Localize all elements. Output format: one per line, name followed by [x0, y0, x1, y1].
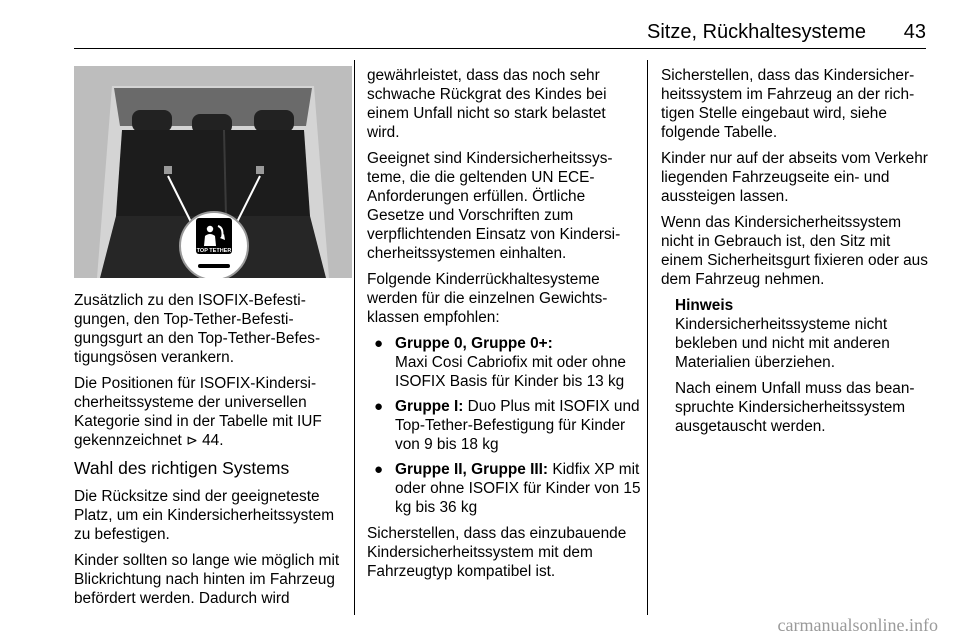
- paragraph: Die Positionen für ISOFIX-Kindersicherheitssysteme der universellen Kategorie sind in der Tabelle mit IUF gekennzeichnet ⊳ 44.: [74, 375, 322, 449]
- paragraph: Die Rücksitze sind der geeigneteste Platz, um ein Kindersicherheitssystem zu befestigen.: [74, 488, 335, 543]
- column-1: [74, 66, 352, 615]
- paragraph: Sicherstellen, dass das einzubauende Kindersicherheitssystem mit dem Fahrzeugtyp kompatibel ist.: [367, 525, 627, 580]
- bullet-icon: ●: [374, 461, 384, 478]
- paragraph: Nach einem Unfall muss das beanspruchte Kindersicherheitssystem ausgetauscht werden.: [675, 380, 915, 435]
- column-divider: [354, 60, 355, 615]
- paragraph: Geeignet sind Kindersicherheitssysteme, die die geltenden UN ECE-Anforderungen erfüllen. Örtliche Gesetze und Vorschriften zum verpflichtenden Einsatz von Kindersicherheitssystemen einhalten.: [367, 150, 621, 262]
- section-heading: Wahl des richtigen Systems: [74, 458, 290, 478]
- paragraph: Sicherstellen, dass das Kindersicherheitssystem im Fahrzeug an der richtigen Stelle eingebaut wird, siehe folgende Tabelle.: [661, 67, 915, 141]
- paragraph: Kindersicherheitssysteme nicht bekleben und nicht mit anderen Materialien überziehen.: [675, 316, 890, 371]
- reference-arrow-icon: ⊳: [186, 432, 198, 448]
- list-item: ● Gruppe I: Duo Plus mit ISOFIX und Top-Tether-Befestigung für Kinder von 9 bis 18 kg: [374, 398, 640, 453]
- paragraph: gewährleistet, dass das noch sehr schwache Rückgrat des Kindes bei einem Unfall nicht so stark belastet wird.: [367, 67, 607, 141]
- badge-text: TOP TETHER: [196, 248, 232, 254]
- page-number: 43: [903, 21, 926, 43]
- page-title: Sitze, Rückhaltesysteme: [647, 21, 866, 43]
- note-heading: Hinweis: [675, 297, 734, 314]
- paragraph: Kinder nur auf der abseits vom Verkehr liegenden Fahrzeugseite ein- und aussteigen lassen.: [661, 150, 928, 205]
- paragraph: Kinder sollten so lange wie möglich mit Blickrichtung nach hinten im Fahrzeug befördert werden. Dadurch wird: [74, 552, 340, 607]
- paragraph: Wenn das Kindersicherheitssystem nicht in Gebrauch ist, den Sitz mit einem Sicherheitsgurt fixieren oder aus dem Fahrzeug nehmen.: [661, 214, 928, 288]
- watermark: carmanualsonline.info: [777, 615, 938, 635]
- paragraph: Zusätzlich zu den ISOFIX-Befestigungen, den Top-Tether-Befestigungsgurt an den Top-Tether-Befestigungsösen verankern.: [74, 292, 321, 366]
- list-item: ● Gruppe II, Gruppe III: Kidfix XP mit oder ohne ISOFIX für Kinder von 15 kg bis 36 kg: [374, 461, 641, 516]
- bullet-icon: ●: [374, 335, 384, 352]
- column-3: [661, 66, 929, 443]
- note-box: [661, 296, 929, 436]
- trunk-photo: [74, 66, 352, 278]
- paragraph: Folgende Kinderrückhaltesysteme werden für die einzelnen Gewichtsklassen empfohlen:: [367, 271, 608, 326]
- recommendation-list: [367, 334, 642, 517]
- column-divider: [647, 60, 648, 615]
- column-2: [367, 66, 642, 588]
- page-header: [74, 0, 926, 49]
- list-item: ● Gruppe 0, Gruppe 0+: Maxi Cosi Cabriofix mit oder ohne ISOFIX Basis für Kinder bis 13 kg: [374, 335, 626, 390]
- bullet-icon: ●: [374, 398, 384, 415]
- page-reference[interactable]: 44.: [202, 432, 224, 449]
